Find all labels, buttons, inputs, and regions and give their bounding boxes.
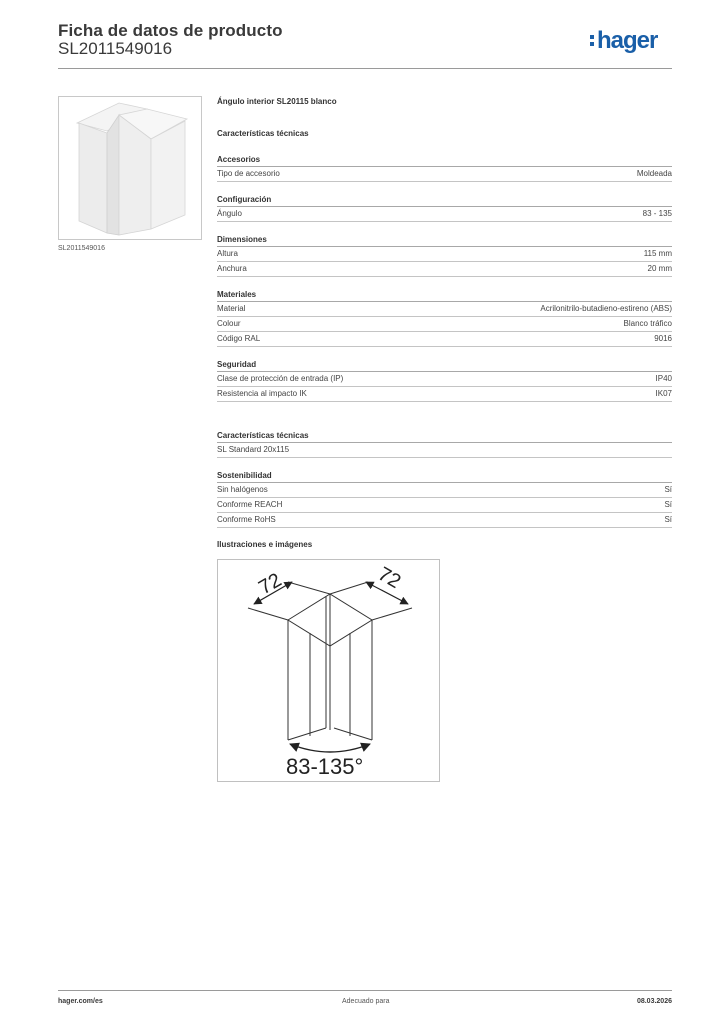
spec-label: Código RAL xyxy=(217,334,261,343)
spec-row xyxy=(217,207,672,222)
spec-value: IP40 xyxy=(655,374,672,383)
spec-row xyxy=(217,443,672,458)
thumbnail-caption: SL2011549016 xyxy=(58,245,105,252)
spec-row xyxy=(217,513,672,528)
spec-value: 115 mm xyxy=(643,249,672,258)
spec-value: 9016 xyxy=(654,334,672,343)
spec-label: SL Standard 20x115 xyxy=(217,445,290,454)
hager-logo xyxy=(590,26,676,58)
spec-label: Anchura xyxy=(217,264,247,273)
spec-value: 20 mm xyxy=(647,264,672,273)
section-title: Características técnicas xyxy=(217,430,672,443)
spec-value: Moldeada xyxy=(636,169,672,178)
spec-label: Ángulo xyxy=(217,209,242,218)
section-title: Configuración xyxy=(217,194,672,207)
footer-website: hager.com/es xyxy=(58,998,103,1005)
section-title: Materiales xyxy=(217,289,672,302)
spec-value: Sí xyxy=(664,515,672,524)
section-title: Sostenibilidad xyxy=(217,470,672,483)
product-reference: SL2011549016 xyxy=(58,39,173,58)
dimension-drawing xyxy=(217,559,440,782)
spec-row xyxy=(217,247,672,262)
spec-row xyxy=(217,302,672,317)
section-configuracion xyxy=(217,194,672,222)
product-thumbnail xyxy=(58,96,202,240)
spec-value: 83 - 135 xyxy=(642,209,672,218)
footer-date: 08.03.2026 xyxy=(636,998,672,1005)
document-title: Ficha de datos de producto xyxy=(58,21,283,40)
section-specs2 xyxy=(217,430,672,458)
section-sostenibilidad xyxy=(217,470,672,528)
spec-label: Resistencia al impacto IK xyxy=(217,389,307,398)
spec-label: Conforme RoHS xyxy=(217,515,276,524)
section-dimensiones xyxy=(217,234,672,277)
section-materiales xyxy=(217,289,672,347)
illustrations-heading: Ilustraciones e imágenes xyxy=(217,540,313,549)
spec-value: Blanco tráfico xyxy=(623,319,672,328)
spec-row xyxy=(217,372,672,387)
spec-label: Altura xyxy=(217,249,238,258)
spec-row xyxy=(217,498,672,513)
specs-heading: Características técnicas xyxy=(217,129,309,138)
product-content xyxy=(217,96,672,540)
spec-label: Material xyxy=(217,304,246,313)
angle-label: 83-135° xyxy=(286,754,364,779)
spec-label: Tipo de accesorio xyxy=(217,169,280,178)
spec-value: Sí xyxy=(664,485,672,494)
section-seguridad xyxy=(217,359,672,402)
spec-label: Colour xyxy=(217,319,241,328)
spec-value: IK07 xyxy=(655,389,672,398)
spec-value: Acrilonitrilo-butadieno-estireno (ABS) xyxy=(540,304,672,313)
spec-row xyxy=(217,167,672,182)
product-title: Ángulo interior SL20115 blanco xyxy=(217,97,337,106)
svg-text:hager: hager xyxy=(597,27,658,54)
spec-row xyxy=(217,387,672,402)
section-title: Seguridad xyxy=(217,359,672,372)
section-title: Accesorios xyxy=(217,154,672,167)
footer-note: Adecuado para xyxy=(342,998,390,1005)
spec-row xyxy=(217,483,672,498)
dimension-left-label: 72 xyxy=(255,569,286,600)
section-title: Dimensiones xyxy=(217,234,672,247)
section-accesorios xyxy=(217,154,672,182)
dimension-right-label: 72 xyxy=(374,563,405,594)
spec-row xyxy=(217,332,672,347)
spec-value: Sí xyxy=(664,500,672,509)
spec-row xyxy=(217,262,672,277)
header-divider xyxy=(58,68,672,69)
footer-divider xyxy=(58,990,672,991)
spec-label: Clase de protección de entrada (IP) xyxy=(217,374,344,383)
spec-label: Conforme REACH xyxy=(217,500,283,509)
spec-row xyxy=(217,317,672,332)
spec-label: Sin halógenos xyxy=(217,485,268,494)
